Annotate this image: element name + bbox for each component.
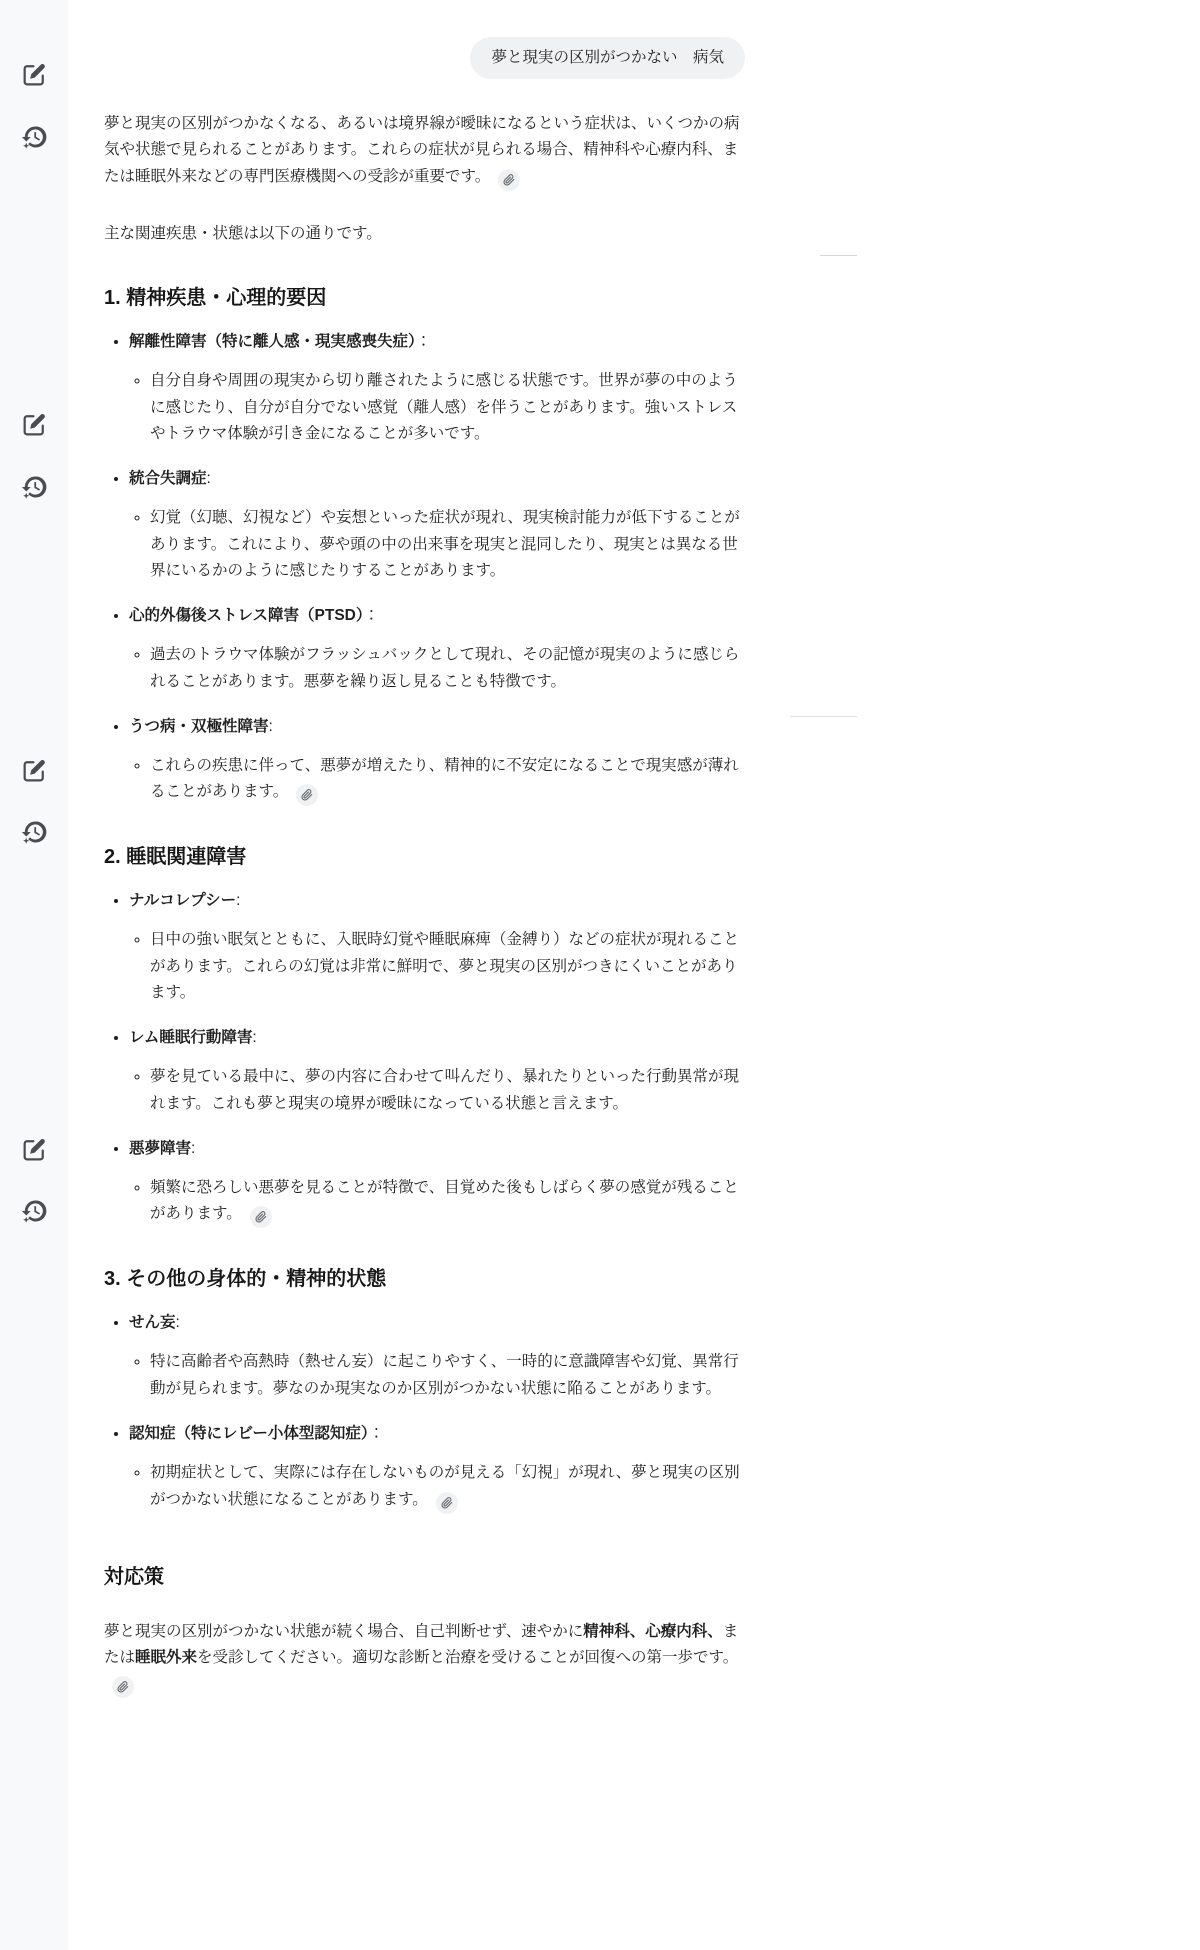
sub-list: [129, 1175, 745, 1228]
compose-icon: [20, 61, 48, 89]
history-button[interactable]: [20, 473, 48, 501]
description-text: 初期症状として、実際には存在しないものが見える「幻視」が現れ、夢と現実の区別がつかない状態になることがあります。: [150, 1464, 740, 1508]
sub-list: [129, 368, 745, 447]
sub-list-item: [150, 368, 745, 447]
history-icon: [20, 818, 48, 846]
term-label: うつ病・双極性障害: [129, 717, 269, 735]
list-item: [129, 889, 745, 1006]
new-chat-button[interactable]: [20, 1136, 48, 1164]
term-colon: ：: [363, 607, 380, 625]
term-colon: :: [236, 892, 241, 910]
history-icon: [20, 473, 48, 501]
history-icon: [20, 123, 48, 151]
sub-list: [129, 505, 745, 584]
closing-text: 夢と現実の区別がつかない状態が続く場合、自己判断せず、速やかに: [104, 1622, 584, 1640]
sub-list: [129, 642, 745, 695]
closing-bold: 睡眠外来: [135, 1648, 198, 1666]
paperclip-icon: [301, 789, 313, 801]
term-label: せん妄: [129, 1314, 176, 1332]
list-item: [129, 604, 745, 695]
sub-list-item: [150, 1460, 745, 1513]
description-text: 夢を見ている最中に、夢の内容に合わせて叫んだり、暴れたりといった行動異常が現れます。これも夢と現実の境界が曖昧になっている状態と言えます。: [150, 1068, 740, 1112]
closing-title: 対応策: [104, 1565, 164, 1588]
sub-list-item: [150, 1064, 745, 1117]
citation-link[interactable]: [436, 1492, 458, 1514]
paperclip-icon: [255, 1211, 267, 1223]
term-colon: :: [175, 1314, 180, 1332]
term-colon: ：: [415, 333, 432, 351]
sub-list-item: [150, 1175, 745, 1228]
section-title: 3. その他の身体的・精神的状態: [104, 1268, 387, 1291]
term-colon: :: [206, 470, 211, 488]
compose-icon: [20, 1136, 48, 1164]
list-item: [129, 467, 745, 584]
history-button[interactable]: [20, 818, 48, 846]
sub-list-item: [150, 505, 745, 584]
conversation: [104, 0, 745, 1698]
citation-link[interactable]: [250, 1206, 272, 1228]
sub-list: [129, 1349, 745, 1402]
sub-list-item: [150, 642, 745, 695]
description-text: 頻繁に恐ろしい悪夢を見ることが特徴で、目覚めた後もしばらく夢の感覚が残ることがあります。: [150, 1179, 739, 1223]
history-button[interactable]: [20, 1197, 48, 1225]
list-item: [129, 330, 745, 447]
intro-text: 夢と現実の区別がつかなくなる、あるいは境界線が曖昧になるという症状は、いくつかの病気や状態で見られることがあります。これらの症状が見られる場合、精神科や心療内科、または睡眠外来などの専門医療機関への受診が重要です。: [104, 115, 740, 185]
sub-list: [129, 1064, 745, 1117]
history-icon: [20, 1197, 48, 1225]
term-label: 統合失調症: [129, 470, 207, 488]
term-label: ナルコレプシー: [129, 892, 237, 910]
description-text: これらの疾患に伴って、悪夢が増えたり、精神的に不安定になることで現実感が薄れることがあります。: [150, 756, 739, 801]
term-colon: :: [268, 717, 273, 735]
term-colon: ：: [368, 1425, 385, 1443]
list-item: [129, 1311, 745, 1402]
term-label: レム睡眠行動障害: [129, 1029, 253, 1047]
divider-mark: [820, 255, 857, 256]
citation-link[interactable]: [498, 169, 520, 191]
description-text: 幻覚（幻聴、幻視など）や妄想といった症状が現れ、現実検討能力が低下することがあります。これにより、夢や頭の中の出来事を現実と混同したり、現実とは異なる世界にいるかのように感じたりすることがあります。: [150, 509, 740, 579]
term-label: 悪夢障害: [129, 1140, 192, 1158]
sub-list-item: [150, 927, 745, 1006]
closing-text: を受診してください。適切な診断と治療を受けることが回復への第一歩です。: [197, 1648, 739, 1666]
list-lead-paragraph: 主な関連疾患・状態は以下の通りです。: [104, 224, 382, 242]
sidebar: [0, 0, 68, 1950]
term-colon: :: [252, 1029, 257, 1047]
list-item: [129, 715, 745, 806]
sub-list-item: [150, 1349, 745, 1402]
section-title: 2. 睡眠関連障害: [104, 846, 247, 869]
term-label: 心的外傷後ストレス障害（PTSD）: [129, 607, 364, 625]
paperclip-icon: [117, 1681, 129, 1693]
term-label: 解離性障害（特に離人感・現実感喪失症）: [129, 333, 416, 351]
list-item: [129, 1422, 745, 1513]
new-chat-button[interactable]: [20, 61, 48, 89]
description-text: 特に高齢者や高熱時（熱せん妄）に起こりやすく、一時的に意識障害や幻覚、異常行動が見られます。夢なのか現実なのか区別がつかない状態に陥ることがあります。: [150, 1353, 739, 1397]
sub-list: [129, 1460, 745, 1513]
closing-bold: 精神科、心療内科、: [583, 1622, 723, 1640]
description-text: 自分自身や周囲の現実から切り離されたように感じる状態です。世界が夢の中のように感じたり、自分が自分でない感覚（離人感）を伴うことがあります。強いストレスやトラウマ体験が引き金になることが多いです。: [150, 372, 738, 442]
history-button[interactable]: [20, 123, 48, 151]
closing-text: または: [104, 1622, 739, 1666]
list-item: [129, 1026, 745, 1117]
sub-list-item: [150, 753, 745, 806]
description-text: 日中の強い眠気とともに、入眠時幻覚や睡眠麻痺（金縛り）などの症状が現れることがあります。これらの幻覚は非常に鮮明で、夢と現実の区別がつきにくいことがあります。: [150, 931, 740, 1002]
compose-icon: [20, 757, 48, 785]
term-colon: :: [191, 1140, 196, 1158]
paperclip-icon: [441, 1497, 453, 1509]
paperclip-icon: [503, 174, 515, 186]
compose-icon: [20, 411, 48, 439]
section-list: [104, 1311, 745, 1513]
section-list: [104, 330, 745, 806]
user-message-row: [104, 37, 745, 79]
user-message-bubble: 夢と現実の区別がつかない 病気: [470, 37, 745, 79]
description-text: 過去のトラウマ体験がフラッシュバックとして現れ、その記憶が現実のように感じられることがあります。悪夢を繰り返し見ることも特徴です。: [150, 646, 740, 690]
new-chat-button[interactable]: [20, 411, 48, 439]
intro-paragraph: [104, 111, 745, 191]
closing-paragraph: [104, 1619, 745, 1699]
sub-list: [129, 927, 745, 1006]
list-item: [129, 1137, 745, 1228]
section-list: [104, 889, 745, 1228]
sub-list: [129, 753, 745, 806]
section-title: 1. 精神疾患・心理的要因: [104, 287, 327, 310]
citation-link[interactable]: [296, 784, 318, 806]
term-label: 認知症（特にレビー小体型認知症）: [129, 1425, 369, 1443]
citation-link[interactable]: [112, 1676, 134, 1698]
new-chat-button[interactable]: [20, 757, 48, 785]
divider-mark: [790, 716, 857, 717]
